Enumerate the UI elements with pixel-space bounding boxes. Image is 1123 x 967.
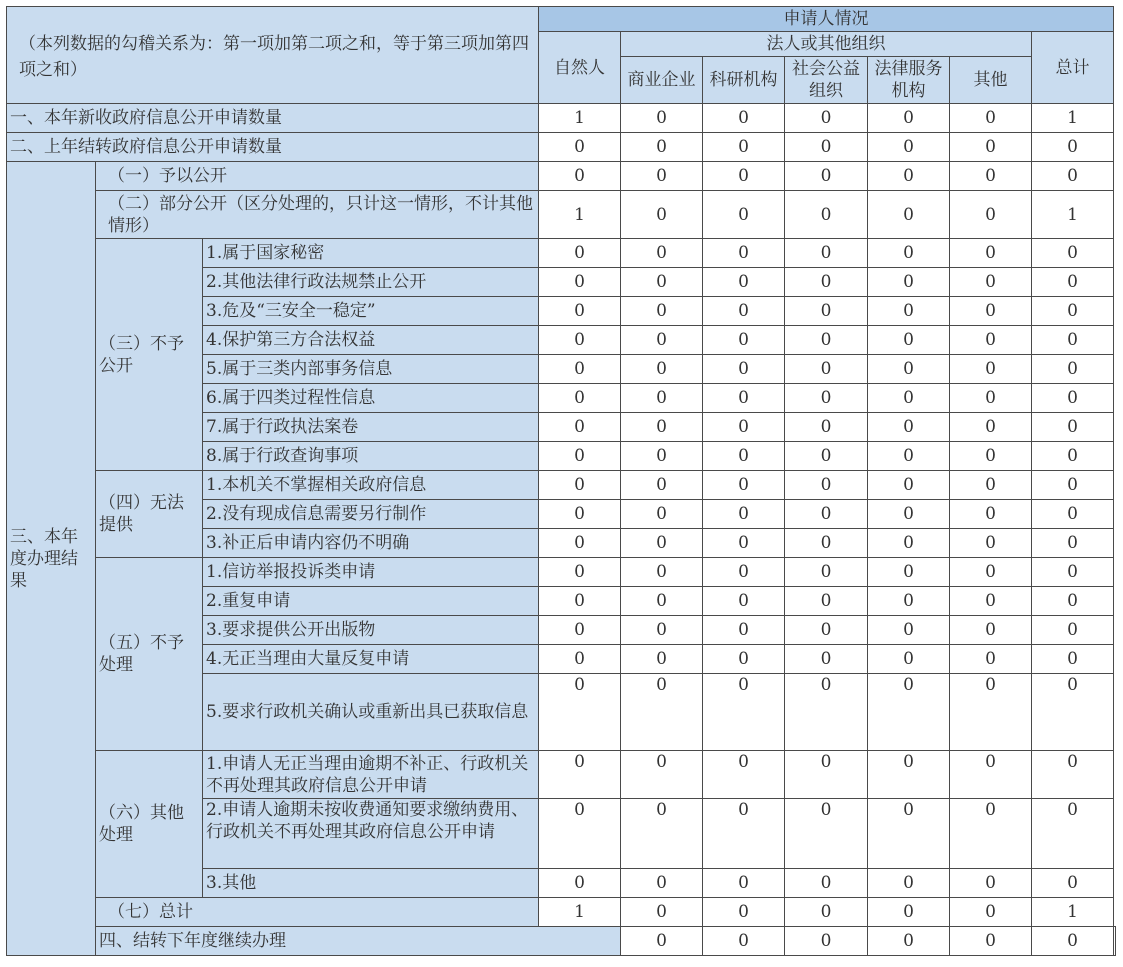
total-value: 0 [1032,384,1114,413]
research-institution-header: 科研机构 [703,57,785,104]
natural-person-value: 0 [539,162,621,191]
commercial-value: 0 [621,268,703,297]
commercial-value: 0 [621,326,703,355]
total-value: 0 [1032,799,1114,869]
public-welfare-value: 0 [785,413,868,442]
legal-service-value: 0 [868,674,950,751]
row-label: 2.重复申请 [203,587,539,616]
other-value: 0 [950,297,1032,326]
legal-service-value: 0 [868,898,950,927]
natural-person-value: 0 [539,239,621,268]
applicant-situation-header: 申请人情况 [539,7,1114,32]
commercial-value: 0 [621,384,703,413]
public-welfare-value: 0 [785,799,868,869]
commercial-value: 0 [621,616,703,645]
table-row [7,162,1116,191]
commercial-value: 0 [621,471,703,500]
total-value: 0 [1032,239,1114,268]
research-value: 0 [703,799,785,869]
total-value: 0 [1032,355,1114,384]
natural-person-value: 0 [539,297,621,326]
research-value: 0 [703,674,785,751]
total-value: 0 [1032,645,1114,674]
natural-person-value: 0 [539,799,621,869]
public-welfare-value: 0 [785,471,868,500]
other-value: 0 [950,898,1032,927]
table-row [7,104,1116,133]
research-value: 0 [703,645,785,674]
public-welfare-value: 0 [785,239,868,268]
natural-person-value: 0 [539,384,621,413]
other-value: 0 [1032,927,1114,956]
research-value: 0 [703,471,785,500]
other-value: 0 [950,751,1032,799]
other-value: 0 [950,191,1032,239]
legal-org-header: 法人或其他组织 [621,32,1032,57]
natural-person-value: 1 [539,898,621,927]
legal-service-value: 0 [868,645,950,674]
research-value: 0 [703,162,785,191]
commercial-value: 0 [621,799,703,869]
natural-person-value: 0 [539,529,621,558]
public-welfare-value: 0 [785,587,868,616]
other-value: 0 [950,587,1032,616]
table-row [7,558,1116,587]
other-value: 0 [950,133,1032,162]
research-value: 0 [703,104,785,133]
natural-person-value: 0 [539,500,621,529]
natural-person-header: 自然人 [539,32,621,104]
other-value: 0 [950,500,1032,529]
other-value: 0 [950,355,1032,384]
public-welfare-value: 0 [785,355,868,384]
public-welfare-value: 0 [785,384,868,413]
legal-service-value: 0 [868,587,950,616]
commercial-value: 0 [621,558,703,587]
total-value: 0 [1032,869,1114,898]
research-value: 0 [703,413,785,442]
legal-service-value: 0 [868,442,950,471]
total-value: 0 [1032,471,1114,500]
public-welfare-value: 0 [785,558,868,587]
natural-person-value: 0 [539,355,621,384]
table-row [7,927,1116,956]
public-welfare-value: 0 [785,133,868,162]
legal-service-value: 0 [950,927,1032,956]
table-row [7,191,1116,239]
legal-service-value: 0 [868,268,950,297]
row-label: 3.其他 [203,869,539,898]
gov-info-disclosure-table [6,6,1116,956]
natural-person-value: 1 [539,104,621,133]
research-value: 0 [785,927,868,956]
natural-person-value: 0 [539,558,621,587]
public-welfare-value: 0 [785,645,868,674]
group-label-other-process: （六）其他处理 [96,751,203,898]
natural-person-value: 0 [539,751,621,799]
legal-service-value: 0 [868,297,950,326]
commercial-value: 0 [621,674,703,751]
commercial-value: 0 [621,191,703,239]
public-welfare-value: 0 [785,529,868,558]
table-row [7,133,1116,162]
research-value: 0 [703,133,785,162]
research-value: 0 [703,239,785,268]
research-value: 0 [703,442,785,471]
total-value: 0 [1032,558,1114,587]
total-value: 0 [1032,162,1114,191]
legal-service-value: 0 [868,162,950,191]
table-row [7,239,1116,268]
total-value: 0 [1032,133,1114,162]
group-label-cannot-provide: （四）无法提供 [96,471,203,558]
commercial-value: 0 [621,297,703,326]
research-value: 0 [703,384,785,413]
research-value: 0 [703,751,785,799]
research-value: 0 [703,191,785,239]
other-value: 0 [950,471,1032,500]
other-value: 0 [950,239,1032,268]
commercial-value: 0 [621,500,703,529]
commercial-value: 0 [621,898,703,927]
research-value: 0 [703,326,785,355]
other-value: 0 [950,104,1032,133]
legal-service-value: 0 [868,384,950,413]
research-value: 0 [703,355,785,384]
row-label: （二）部分公开（区分处理的，只计这一情形，不计其他情形） [96,191,539,239]
total-value: 1 [1032,898,1114,927]
natural-person-value: 0 [539,326,621,355]
other-value: 0 [950,162,1032,191]
row-label: 2.其他法律行政法规禁止公开 [203,268,539,297]
total-value: 0 [1032,616,1114,645]
research-value: 0 [703,616,785,645]
row-label: 3.补正后申请内容仍不明确 [203,529,539,558]
other-value: 0 [950,268,1032,297]
row-label: （七）总计 [96,898,539,927]
row-label: 6.属于四类过程性信息 [203,384,539,413]
public-welfare-value: 0 [785,616,868,645]
legal-service-value: 0 [868,355,950,384]
row-label: 1.申请人无正当理由逾期不补正、行政机关不再处理其政府信息公开申请 [203,751,539,799]
public-welfare-value: 0 [785,674,868,751]
other-value: 0 [950,384,1032,413]
research-value: 0 [703,529,785,558]
total-value: 1 [1032,191,1114,239]
other-value: 0 [950,645,1032,674]
other-value: 0 [950,326,1032,355]
other-org-header: 其他 [950,57,1032,104]
commercial-value: 0 [621,413,703,442]
total-value: 0 [1032,413,1114,442]
natural-person-value: 0 [539,442,621,471]
total-value [1114,927,1116,956]
legal-service-value: 0 [868,529,950,558]
total-value: 1 [1032,104,1114,133]
legal-service-value: 0 [868,869,950,898]
legal-service-value: 0 [868,616,950,645]
row-label: （一）予以公开 [96,162,539,191]
total-value: 0 [1032,587,1114,616]
commercial-value: 0 [621,869,703,898]
total-value: 0 [1032,674,1114,751]
commercial-enterprise-header: 商业企业 [621,57,703,104]
research-value: 0 [703,297,785,326]
row-label: 1.本机关不掌握相关政府信息 [203,471,539,500]
table-row [7,751,1116,799]
public-welfare-value: 0 [785,898,868,927]
legal-service-value: 0 [868,413,950,442]
row-label: 3.危及“三安全一稳定” [203,297,539,326]
row-label: 2.没有现成信息需要另行制作 [203,500,539,529]
natural-person-value: 0 [539,645,621,674]
other-value: 0 [950,529,1032,558]
research-value: 0 [703,558,785,587]
legal-service-value: 0 [868,191,950,239]
legal-service-value: 0 [868,799,950,869]
total-value: 0 [1032,500,1114,529]
group-label-not-disclose: （三）不予公开 [96,239,203,471]
public-welfare-value: 0 [868,927,950,956]
total-value: 0 [1032,297,1114,326]
commercial-value: 0 [621,645,703,674]
section-three-label: 三、本年度办理结果 [7,162,96,956]
natural-person-value: 0 [539,869,621,898]
natural-person-value: 1 [539,191,621,239]
commercial-value: 0 [703,927,785,956]
public-welfare-value: 0 [785,191,868,239]
natural-person-value: 0 [539,471,621,500]
commercial-value: 0 [621,133,703,162]
other-value: 0 [950,799,1032,869]
public-welfare-value: 0 [785,297,868,326]
legal-service-value: 0 [868,239,950,268]
total-header: 总计 [1032,32,1114,104]
row-label: 3.要求提供公开出版物 [203,616,539,645]
natural-person-value: 0 [539,587,621,616]
legal-service-value: 0 [868,104,950,133]
total-value: 0 [1032,268,1114,297]
research-value: 0 [703,587,785,616]
row-label: 4.无正当理由大量反复申请 [203,645,539,674]
commercial-value: 0 [621,751,703,799]
row-label: 7.属于行政执法案卷 [203,413,539,442]
public-welfare-value: 0 [785,326,868,355]
research-value: 0 [703,500,785,529]
natural-person-value: 0 [539,413,621,442]
legal-service-value: 0 [868,558,950,587]
natural-person-value: 0 [539,268,621,297]
legal-service-org-header: 法律服务机构 [868,57,950,104]
public-welfare-value: 0 [785,268,868,297]
relationship-note: （本列数据的勾稽关系为：第一项加第二项之和，等于第三项加第四项之和） [7,7,539,104]
natural-person-value: 0 [539,616,621,645]
row-label: 4.保护第三方合法权益 [203,326,539,355]
public-welfare-value: 0 [785,162,868,191]
total-value: 0 [1032,326,1114,355]
public-welfare-value: 0 [785,104,868,133]
total-value: 0 [1032,751,1114,799]
legal-service-value: 0 [868,326,950,355]
legal-service-value: 0 [868,500,950,529]
row-label: 二、上年结转政府信息公开申请数量 [7,133,539,162]
other-value: 0 [950,616,1032,645]
research-value: 0 [703,268,785,297]
row-label: 四、结转下年度继续办理 [96,927,621,956]
legal-service-value: 0 [868,751,950,799]
row-label: 8.属于行政查询事项 [203,442,539,471]
legal-service-value: 0 [868,133,950,162]
commercial-value: 0 [621,104,703,133]
row-label: 1.信访举报投诉类申请 [203,558,539,587]
commercial-value: 0 [621,587,703,616]
other-value: 0 [950,674,1032,751]
public-welfare-value: 0 [785,442,868,471]
commercial-value: 0 [621,355,703,384]
total-value: 0 [1032,529,1114,558]
legal-service-value: 0 [868,471,950,500]
row-label: 一、本年新收政府信息公开申请数量 [7,104,539,133]
total-value: 0 [1032,442,1114,471]
table-row [7,471,1116,500]
public-welfare-value: 0 [785,751,868,799]
commercial-value: 0 [621,162,703,191]
row-label: 5.属于三类内部事务信息 [203,355,539,384]
group-label-not-process: （五）不予处理 [96,558,203,751]
other-value: 0 [950,413,1032,442]
row-label: 2.申请人逾期未按收费通知要求缴纳费用、行政机关不再处理其政府信息公开申请 [203,799,539,869]
commercial-value: 0 [621,442,703,471]
table-row [7,898,1116,927]
commercial-value: 0 [621,529,703,558]
natural-person-value: 0 [539,133,621,162]
row-label: 5.要求行政机关确认或重新出具已获取信息 [203,674,539,751]
natural-person-value: 0 [621,927,703,956]
other-value: 0 [950,442,1032,471]
row-label: 1.属于国家秘密 [203,239,539,268]
other-value: 0 [950,869,1032,898]
public-welfare-org-header: 社会公益组织 [785,57,868,104]
public-welfare-value: 0 [785,869,868,898]
public-welfare-value: 0 [785,500,868,529]
natural-person-value: 0 [539,674,621,751]
other-value: 0 [950,558,1032,587]
commercial-value: 0 [621,239,703,268]
research-value: 0 [703,869,785,898]
research-value: 0 [703,898,785,927]
